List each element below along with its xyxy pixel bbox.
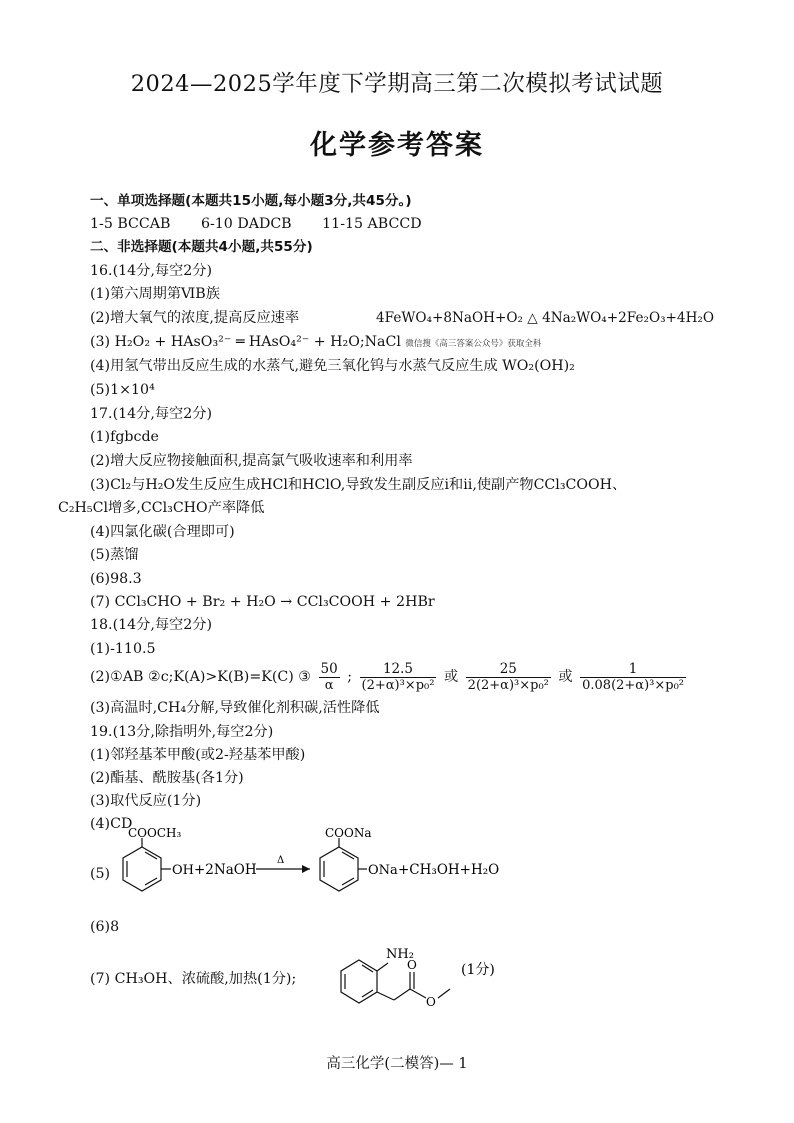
product-benzene-ring <box>320 838 367 891</box>
section1-heading: 一、单项选择题(本题共15小题,每小题3分,共45分。) <box>90 193 412 209</box>
separator: ; <box>347 669 352 685</box>
amino-group: NH₂ <box>386 947 414 962</box>
q16-answer-3-equation: H₂O₂ + HAsO₃²⁻ ═ HAsO₄²⁻ + H₂O;NaCl <box>114 334 401 350</box>
q19-answer-5-reaction <box>114 828 534 908</box>
q19-answer-7-structure <box>334 940 544 1014</box>
q19-header: 19.(13分,除指明外,每空2分) <box>90 724 274 740</box>
q19-answer-2: (2)酯基、酰胺基(各1分) <box>90 770 244 786</box>
ester-oxygen: O <box>426 995 436 1009</box>
fraction-denominator: 0.08(2+α)³×p₀² <box>582 677 685 693</box>
page-footer: 高三化学(二模答)— 1 <box>326 1056 468 1072</box>
q19-answer-1: (1)邻羟基苯甲酸(或2-羟基苯甲酸) <box>90 747 306 763</box>
fraction-denominator: (2+α)³×p₀² <box>361 677 435 693</box>
or-word: 或 <box>558 669 573 685</box>
q16-header: 16.(14分,每空2分) <box>90 263 212 279</box>
q19-answer-7-score: (1分) <box>461 962 495 978</box>
q19-answer-6: (6)8 <box>90 919 120 935</box>
q16-answer-3-label: (3) <box>90 334 111 350</box>
q17-answer-4: (4)四氯化碳(合理即可) <box>90 524 235 540</box>
reactant-hydroxyl: OH <box>172 863 194 878</box>
reagent-naoh: +2NaOH <box>194 862 257 878</box>
fraction-denominator: α <box>324 677 334 693</box>
watermark-note: 微信搜《高三答案公众号》获取全科 <box>405 339 542 349</box>
q16-answer-2: (2)增大氧气的浓度,提高反应速率 <box>90 310 300 326</box>
q17-answer-2: (2)增大反应物接触面积,提高氯气吸收速率和利用率 <box>90 453 413 469</box>
q16-answer-5: (5)1×10⁴ <box>90 382 155 398</box>
q17-header: 17.(14分,每空2分) <box>90 406 212 422</box>
q16-answer-2-equation: 4FeWO₄+8NaOH+O₂ △ 4Na₂WO₄+2Fe₂O₃+4H₂O <box>376 310 715 326</box>
fraction-1 <box>580 661 686 694</box>
q18-header: 18.(14分,每空2分) <box>90 617 212 633</box>
fraction-numerator: 50 <box>320 660 338 677</box>
fraction-12-5 <box>360 661 437 694</box>
q18-answer-2-prefix: (2)①AB ②c;K(A)>K(B)=K(C) ③ <box>90 669 311 685</box>
q19-answer-7: (7) CH₃OH、浓硫酸,加热(1分); <box>90 971 297 987</box>
fraction-numerator: 12.5 <box>360 661 437 678</box>
arrow-head <box>302 865 310 873</box>
exam-title: 2024—2025学年度下学期高三第二次模拟考试试题 <box>130 71 664 97</box>
q17-answer-1: (1)fgbcde <box>90 429 159 445</box>
q18-answer-3: (3)高温时,CH₄分解,导致催化剂积碳,活性降低 <box>90 700 380 716</box>
mcq-answers <box>90 215 448 233</box>
q19-answer-5-label: (5) <box>90 866 111 882</box>
q17-answer-3-line2: C₂H₅Cl增多,CCl₃CHO产率降低 <box>58 500 265 516</box>
q19-answer-3: (3)取代反应(1分) <box>90 793 202 809</box>
fraction-25 <box>466 661 551 694</box>
heat-symbol: Δ <box>277 855 285 866</box>
carbonyl-oxygen: O <box>407 958 417 972</box>
reactant-ester-group: COOCH₃ <box>128 828 182 840</box>
q17-answer-6: (6)98.3 <box>90 571 142 587</box>
mcq-answer-6-10: 6-10 DADCB <box>200 216 292 232</box>
product-carboxylate-group: COONa <box>325 828 372 840</box>
mcq-answer-11-15: 11-15 ABCCD <box>322 216 422 232</box>
fraction-50-alpha <box>319 661 340 694</box>
q17-answer-3-line1: (3)Cl₂与H₂O发生反应生成HCl和HClO,导致发生副反应ⅰ和ⅱ,使副产物CCl₃COOH、 <box>90 477 627 493</box>
fraction-numerator: 25 <box>466 661 551 678</box>
q18-answer-2 <box>90 658 689 696</box>
fraction-denominator: 2(2+α)³×p₀² <box>467 677 549 693</box>
q18-answer-1: (1)-110.5 <box>90 641 156 657</box>
reactant-benzene-ring <box>123 838 171 891</box>
q17-answer-7: (7) CCl₃CHO + Br₂ + H₂O → CCl₃COOH + 2HBr <box>90 594 435 610</box>
q19-answer-4: (4)CD <box>90 816 133 832</box>
section2-heading: 二、非选择题(本题共4小题,共55分) <box>90 239 313 255</box>
fraction-numerator: 1 <box>580 661 686 678</box>
or-word: 或 <box>443 669 459 685</box>
q17-answer-5: (5)蒸馏 <box>90 547 139 563</box>
mcq-answer-1-5: 1-5 BCCAB <box>90 216 171 232</box>
product-phenoxide: ONa <box>368 863 398 878</box>
q16-answer-4: (4)用氢气带出反应生成的水蒸气,避免三氧化钨与水蒸气反应生成 WO₂(OH)₂ <box>90 358 575 374</box>
side-products: +CH₃OH+H₂O <box>398 862 500 878</box>
q16-answer-3 <box>90 333 541 353</box>
q16-answer-1: (1)第六周期第ⅥB族 <box>90 286 220 302</box>
answer-key-title: 化学参考答案 <box>310 130 484 161</box>
